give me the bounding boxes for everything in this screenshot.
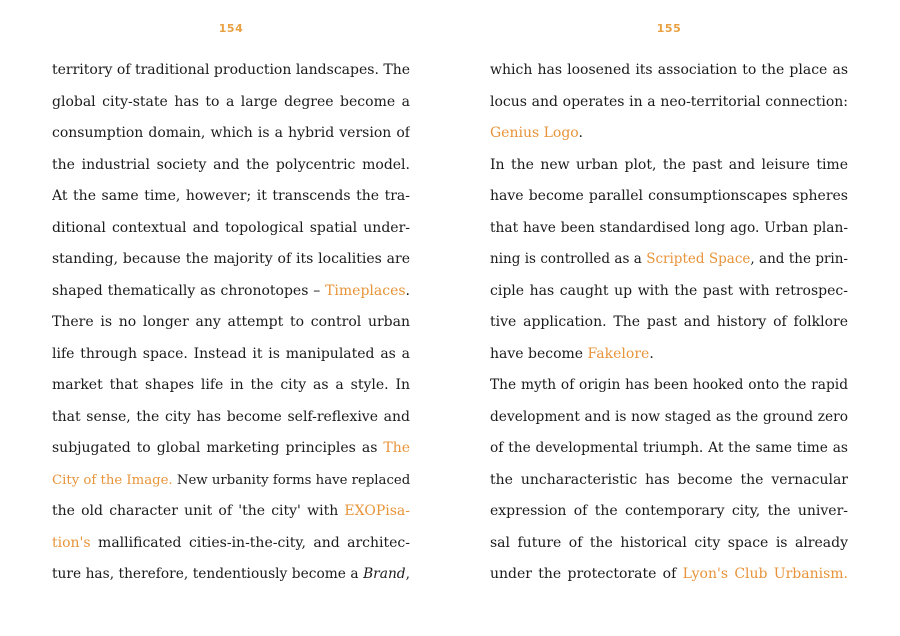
left-page [52,0,410,636]
text-segment: . [578,125,583,141]
text-line [490,276,848,308]
text-segment: mallificated cities-in-the-city, and architec- [90,534,410,551]
text-line [52,465,410,497]
term-link[interactable]: The [383,440,410,456]
page-number: 155 [656,22,682,35]
text-line [490,559,848,591]
text-line [490,55,848,87]
text-segment: At the same time, however; it transcends the tra- [52,188,410,204]
text-line [490,213,848,245]
text-line [490,339,848,371]
term-link[interactable]: EXOPisa- [344,503,410,519]
text-segment: ditional contextual and topological spatial under- [52,219,410,236]
text-line [490,402,848,434]
text-segment: . [405,282,410,299]
text-segment: of the developmental triumph. At the same time as [490,440,848,456]
term-link[interactable]: Scripted Space [646,251,751,267]
text-segment: shaped thematically as chronotopes – [52,282,326,299]
text-segment: . [649,345,654,362]
term-link[interactable]: Genius Logo [490,125,579,141]
text-line [52,496,410,528]
text-line [52,528,410,560]
text-line [52,402,410,434]
body-text [490,55,848,591]
text-line [52,150,410,182]
text-line [490,496,848,528]
text-segment: expression of the contemporary city, the univer- [490,503,848,519]
text-segment: development and is now staged as the ground zero [490,408,848,425]
right-page [490,0,848,636]
text-segment: ning is controlled as a [490,251,647,267]
term-link[interactable]: tion's [52,534,91,551]
body-text [52,55,410,591]
text-segment: market that shapes life in the city as a style. In [52,377,410,393]
text-segment: the industrial society and the polycentric model. [52,156,410,173]
text-segment: that have been standardised long ago. Urban plan- [490,219,848,236]
page-number: 154 [218,22,244,35]
text-line [490,307,848,339]
text-line [490,370,848,402]
text-segment: sal future of the historical city space is already [490,534,848,551]
text-line [490,118,848,150]
term-link[interactable]: Fakelore [587,345,650,362]
text-segment: territory of traditional production landscapes. The [52,62,410,78]
text-segment: tive application. The past and history of folklore [490,314,848,330]
text-segment: ture has, therefore, tendentiously become a [52,566,364,582]
text-segment: the uncharacteristic has become the vernacular [490,471,848,488]
text-line [490,465,848,497]
text-segment: , and the prin- [750,251,848,267]
text-line [52,118,410,150]
text-segment: which has loosened its association to the place as [490,62,848,78]
text-segment: have become [490,345,588,362]
text-line [490,244,848,276]
text-line [490,150,848,182]
text-line [52,213,410,245]
text-line [52,276,410,308]
text-segment: standing, because the majority of its localities are [52,251,410,267]
text-line [52,433,410,465]
text-segment: ciple has caught up with the past with retrospec- [490,282,848,299]
text-line [490,87,848,119]
emphasis-text: Brand [363,566,406,582]
text-segment: have become parallel consumptionscapes spheres [490,188,848,204]
text-line [52,55,410,87]
text-line [52,370,410,402]
text-segment: In the new urban plot, the past and leisure time [490,156,848,173]
term-link[interactable]: City of the Image. [52,472,173,488]
text-segment: global city-state has to a large degree become a [52,93,410,110]
text-segment: , [405,566,410,582]
text-segment: locus and operates in a neo-territorial connection: [490,93,848,110]
text-segment: There is no longer any attempt to control urban [52,314,410,330]
term-link[interactable]: Lyon's Club Urbanism. [682,566,848,582]
text-segment: New urbanity forms have replaced [172,472,410,488]
text-line [52,181,410,213]
text-line [52,87,410,119]
text-line [52,244,410,276]
term-link[interactable]: Timeplaces [325,282,406,299]
text-segment: that sense, the city has become self-reflexive and [52,408,410,425]
text-line [52,559,410,591]
text-line [490,433,848,465]
text-line [490,528,848,560]
text-line [52,339,410,371]
text-segment: The myth of origin has been hooked onto the rapid [490,377,848,393]
text-segment: the old character unit of 'the city' with [52,503,345,519]
text-line [490,181,848,213]
text-line [52,307,410,339]
text-segment: life through space. Instead it is manipulated as a [52,345,410,362]
text-segment: subjugated to global marketing principles as [52,440,384,456]
text-segment: under the protectorate of [490,566,683,582]
text-segment: consumption domain, which is a hybrid version of [52,125,410,141]
